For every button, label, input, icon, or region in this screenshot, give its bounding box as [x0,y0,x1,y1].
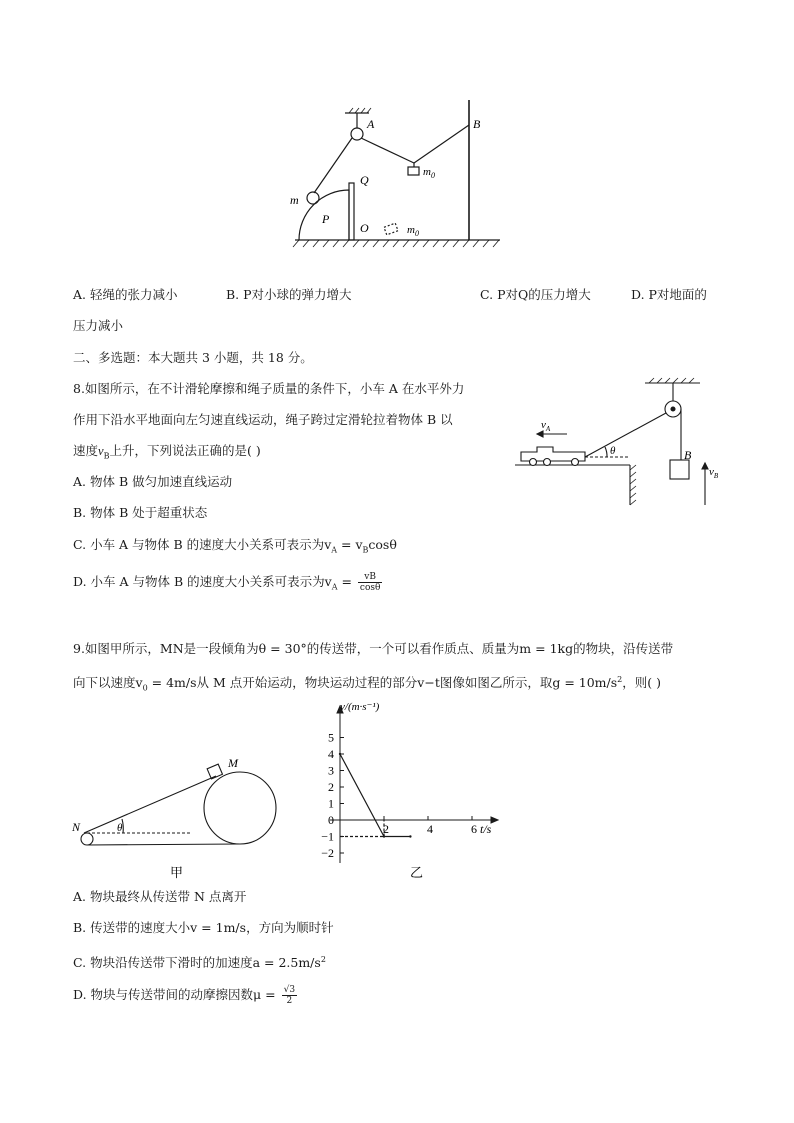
label-q: Q [360,173,369,187]
vt-xtick-label: 4 [427,822,433,836]
vt-ytick-label: 3 [328,763,334,778]
q7-option-b: B. P对小球的弹力增大 [226,287,352,302]
vt-ytick-label: 1 [328,796,334,811]
q9-label-m: M [228,756,238,770]
big-pulley [204,772,276,844]
q8-option-c: C. 小车 A 与物体 B 的速度大小关系可表示为$v_A = v_B\cos\theta$ [73,537,397,555]
ball-m [307,192,319,204]
vt-ytick-label: −1 [321,829,334,844]
q9-line2: 向下以速度$v_0 = 4m/s$从 M 点开始运动，物块运动过程的部分v−t图像如图乙所示，取$g = 10m/s^2$，则( ) [73,675,661,693]
vt-ytick-label: 2 [328,780,334,794]
q8-figure [515,375,730,510]
q9-line1: 9.如图甲所示，MN是一段倾角为θ = 30°的传送带，一个可以看作质点、质量为m = 1kg的物块，沿传送带 [73,641,674,656]
q9-option-a: A. 物块最终从传送带 N 点离开 [73,889,247,904]
q9-option-d: D. 物块与传送带间的动摩擦因数μ = $\frac{√3}{2}$ [73,985,296,1006]
label-o: O [360,221,369,235]
q7-figure [285,95,515,255]
q8-line1: 8.如图所示，在不计滑轮摩擦和绳子质量的条件下，小车 A 在水平外力 [73,381,465,396]
vt-ytick-label: 0 [328,813,334,827]
q7-option-a: A. 轻绳的张力减小 [73,287,178,302]
q8-option-d: D. 小车 A 与物体 B 的速度大小关系可表示为$v_A$ = $\frac{vB}{\cos\theta}$ [73,572,381,593]
q9-label-theta: θ [117,822,123,834]
label-m: m [290,193,299,207]
vt-xtick-label: 6 [471,822,477,836]
vt-series-line [340,754,410,837]
small-pulley [81,833,93,845]
q8-label-va: $v_A$ [541,419,551,433]
caption-jia: 甲 [170,865,184,880]
vt-ytick-label: −2 [321,846,334,860]
vt-chart [300,700,500,885]
q7-option-c: C. P对Q的压力增大 [480,287,591,302]
q8-line2: 作用下沿水平地面向左匀速直线运动，绳子跨过定滑轮拉着物体 B 以 [73,412,453,427]
vt-point [410,836,411,837]
vt-ytick-label: 4 [328,747,334,761]
label-p: P [322,212,330,226]
q8-label-b: B [684,448,692,462]
q8-option-a: A. 物体 B 做匀加速直线运动 [73,474,233,489]
label-m0-top: $m_0$ [423,166,435,180]
vt-ytick-label: 5 [328,730,334,745]
q8-line3: 速度$v_B$上升，下列说法正确的是( ) [73,443,261,461]
vt-x-arrow [491,817,498,823]
plate-q [349,183,354,240]
q9-figure-jia [70,745,290,885]
label-m0-bottom: $m_0$ [407,224,419,238]
q9-label-n: N [72,820,81,834]
section-heading: 二、多选题：本大题共 3 小题，共 18 分。 [73,350,313,365]
vt-point [339,753,340,754]
m0-block [408,167,419,175]
q8-label-vb: $v_B$ [709,466,719,480]
caption-yi: 乙 [410,865,424,880]
label-b: B [473,117,481,131]
q9-option-c: C. 物块沿传送带下滑时的加速度$a = 2.5m/s^2$ [73,955,326,971]
q7-option-d-line1: D. P对地面的 [631,287,707,302]
vt-xtick-label: 2 [383,822,389,836]
q9-option-b: B. 传送带的速度大小v = 1m/s，方向为顺时针 [73,920,334,935]
block-b [670,460,689,479]
q7-option-d-line2: 压力减小 [73,318,124,333]
vt-xlabel: t/s [480,822,492,836]
q8-label-theta: θ [610,445,616,457]
label-a: A [367,117,375,131]
vt-point [383,836,384,837]
vt-ylabel: v/(m·s⁻¹) [340,701,380,713]
q8-option-b: B. 物体 B 处于超重状态 [73,505,208,520]
